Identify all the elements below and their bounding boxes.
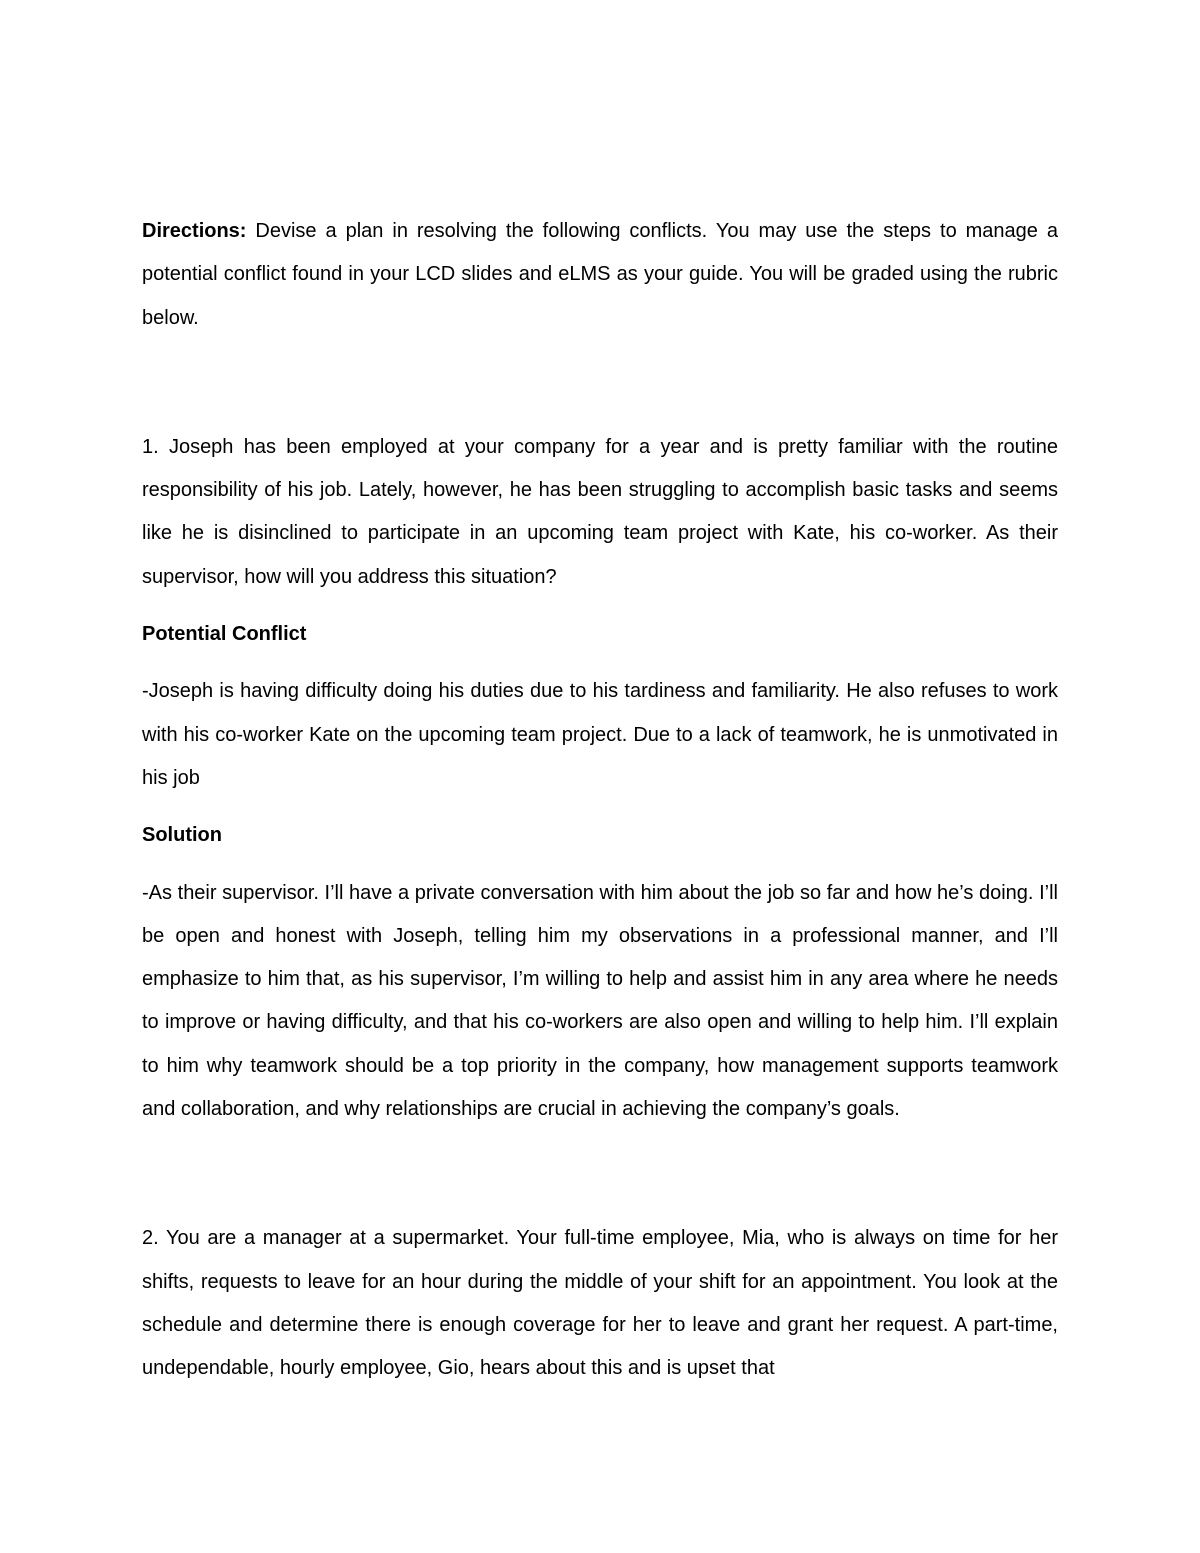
directions-label: Directions:: [142, 220, 247, 242]
question-2: 2. You are a manager at a supermarket. Your full-time employee, Mia, who is always on time for her shifts, requests to leave for an hour during the middle of your shift for an appointment. You look at the schedule and determine there is enough coverage for her to leave and grant her request. A part-time, undependable, hourly employee, Gio, hears about this and is upset that: [142, 1227, 1058, 1380]
directions-text: Devise a plan in resolving the following conflicts. You may use the steps to manage a potential conflict found in your LCD slides and eLMS as your guide. You will be graded using the rubric below.: [142, 220, 1058, 329]
potential-conflict-heading: Potential Conflict: [142, 623, 307, 646]
question-1: 1. Joseph has been employed at your company for a year and is pretty familiar with the routine responsibility of his job. Lately, however, he has been struggling to accomplish basic tasks and seems like he is disinclined to participate in an upcoming team project with Kate, his co-worker. As their supervisor, how will you address this situation?: [142, 435, 1058, 588]
solution-heading: Solution: [142, 824, 222, 847]
potential-conflict-text: -Joseph is having difficulty doing his duties due to his tardiness and familiarity. He also refuses to work with his co-worker Kate on the upcoming team project. Due to a lack of teamwork, he is unmotivated in his job: [142, 680, 1058, 789]
solution-text: -As their supervisor. I’ll have a private conversation with him about the job so far and how he’s doing. I’ll be open and honest with Joseph, telling him my observations in a professional manner, and I’ll emphasize to him that, as his supervisor, I’m willing to help and assist him in any area where he needs to improve or having difficulty, and that his co-workers are also open and willing to help him. I’ll explain to him why teamwork should be a top priority in the company, how management supports teamwork and collaboration, and why relationships are crucial in achieving the company’s goals.: [142, 881, 1058, 1121]
document-page: [142, 210, 1058, 1391]
directions-paragraph: [142, 210, 1058, 340]
